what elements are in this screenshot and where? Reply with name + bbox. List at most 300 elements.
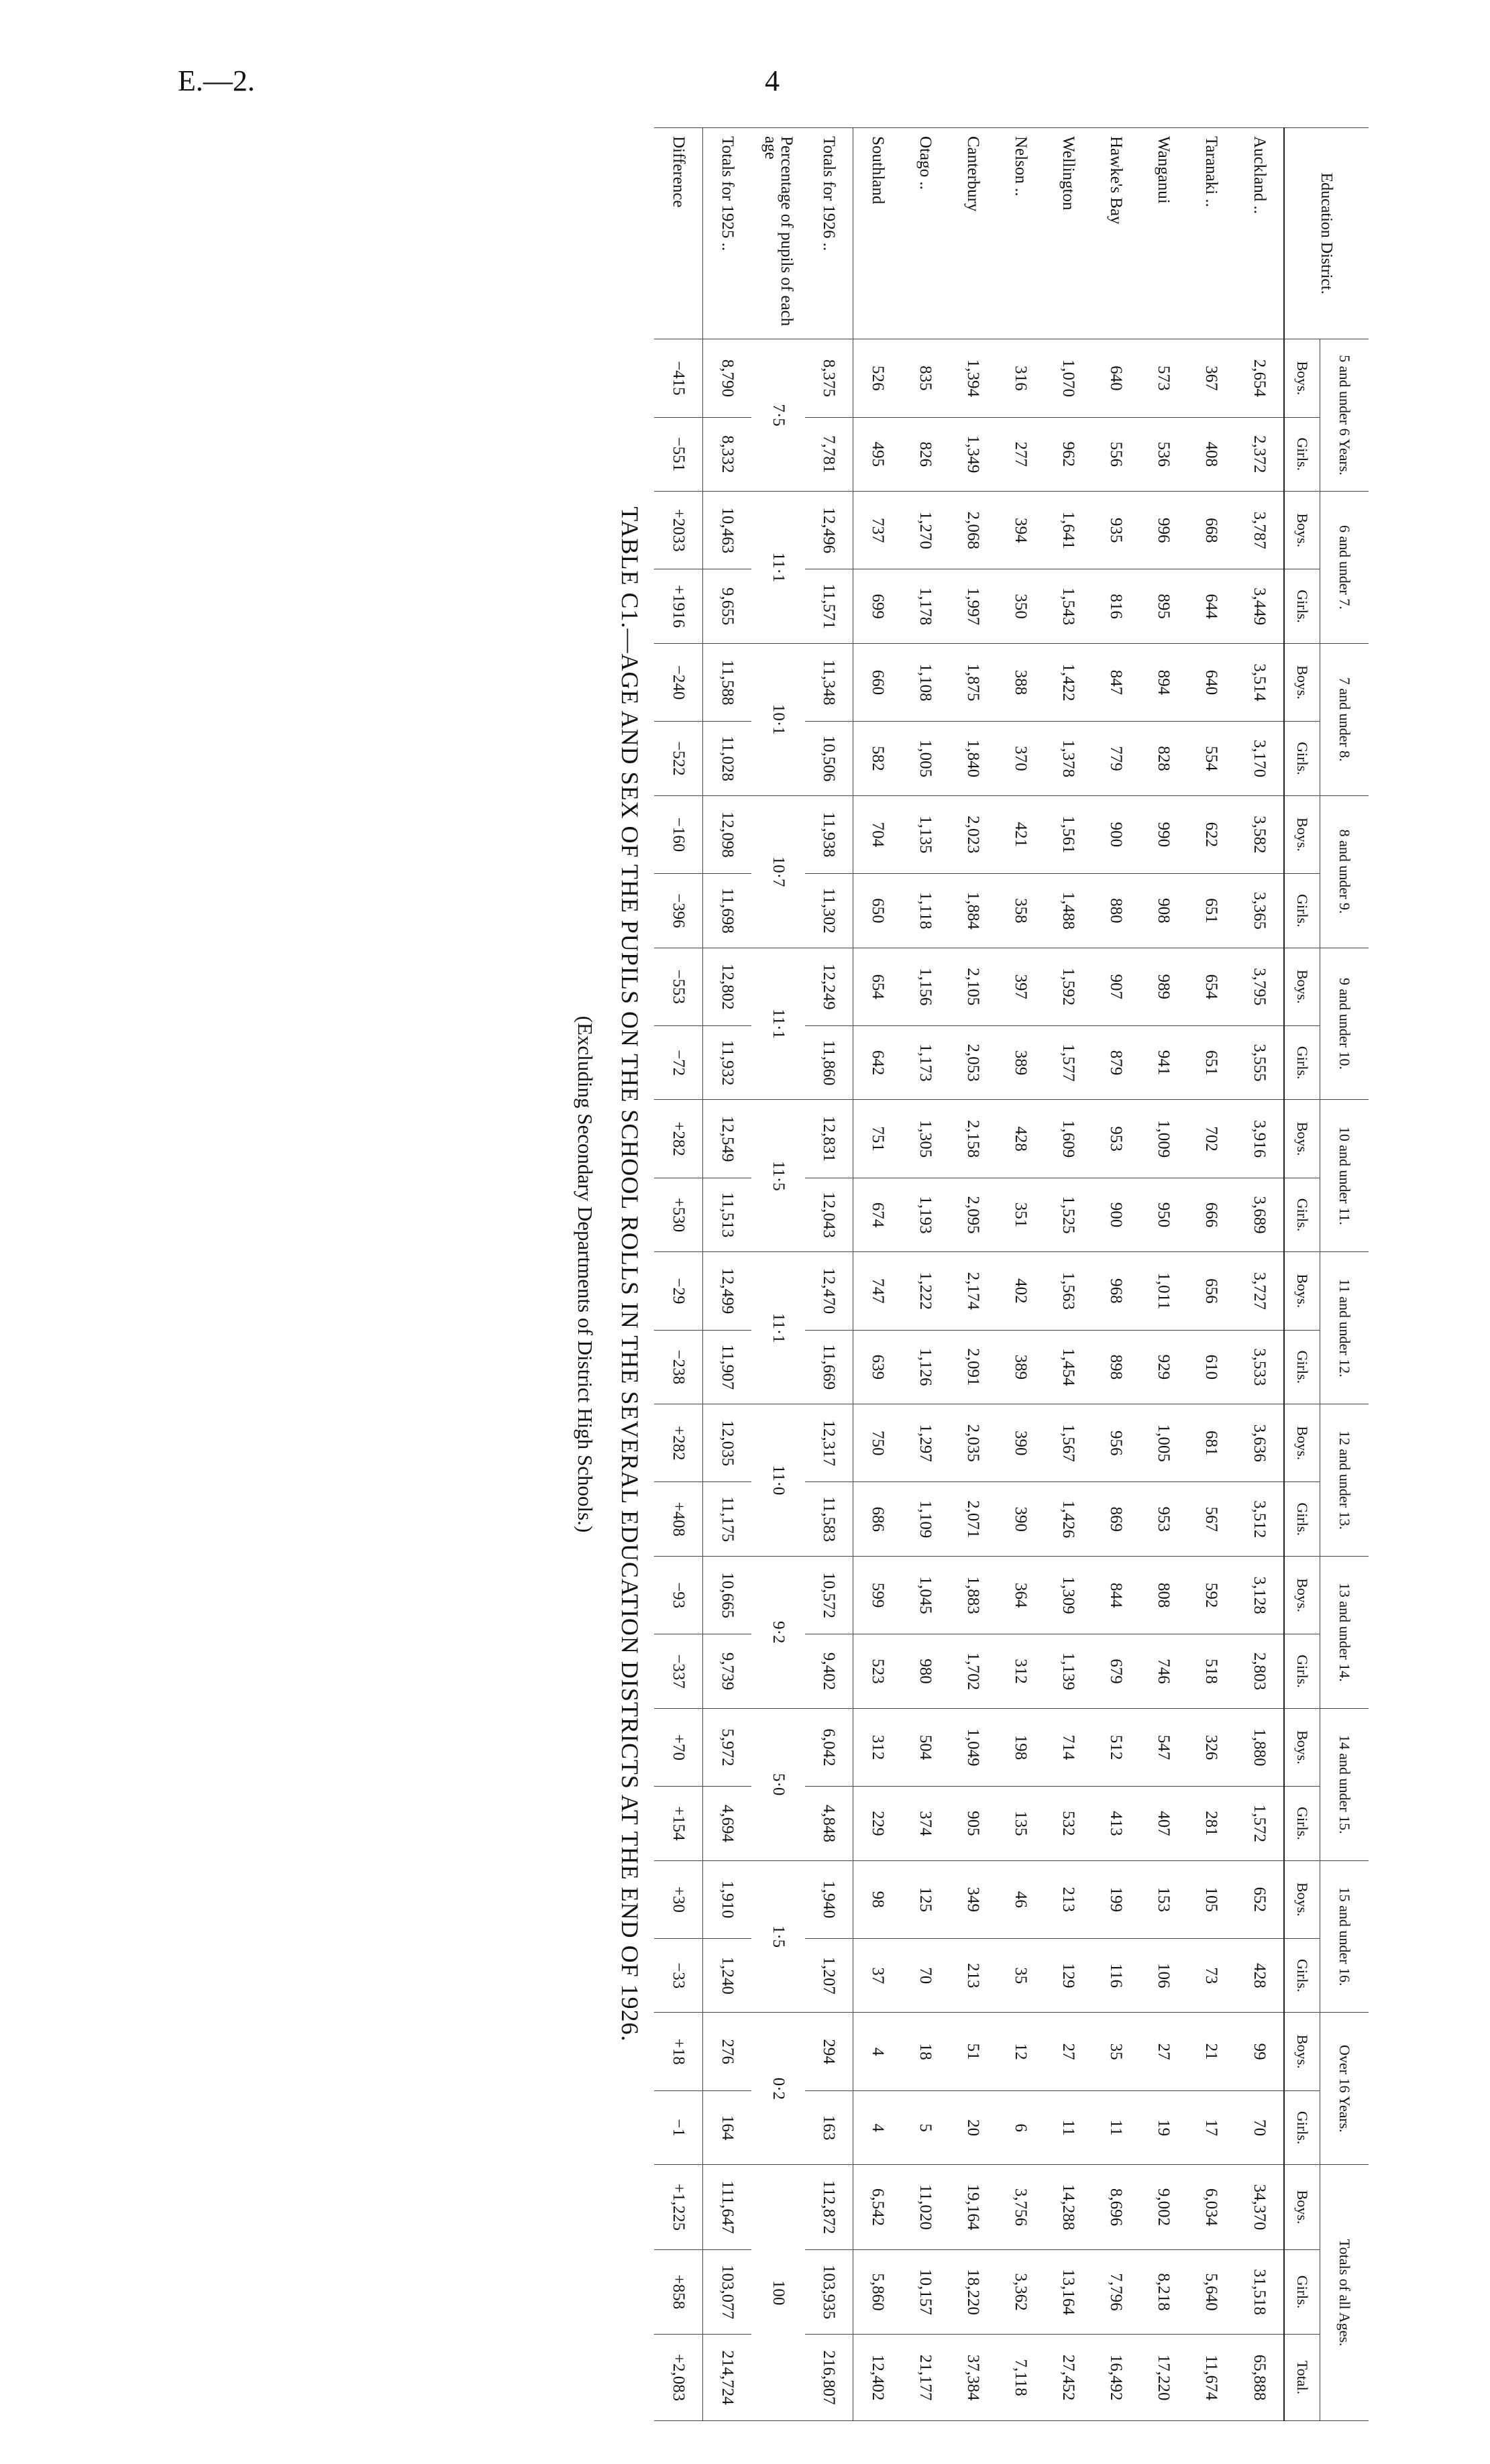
table-cell: 129 (1045, 1939, 1092, 2013)
table-cell: −238 (654, 1330, 702, 1404)
table-cell: 397 (997, 948, 1045, 1025)
table-cell: 1,049 (949, 1708, 997, 1786)
table-cell: 407 (1140, 1787, 1187, 1860)
table-cell: 816 (1092, 569, 1140, 643)
table-cell: 106 (1140, 1939, 1187, 2013)
table-cell: 11,302 (805, 874, 853, 948)
table-cell: 213 (949, 1939, 997, 2013)
table-cell: 1,005 (902, 722, 949, 795)
table-cell: 12,802 (702, 948, 751, 1025)
table-cell: 622 (1187, 795, 1235, 873)
table-cell: 11,028 (702, 722, 751, 795)
table-cell: 1,525 (1045, 1178, 1092, 1251)
table-cell: 10,157 (902, 2249, 949, 2334)
table-cell: 135 (997, 1787, 1045, 1860)
table-cell: 10,463 (702, 492, 751, 569)
table-cell: −33 (654, 1939, 702, 2013)
table-cell: 229 (853, 1787, 902, 1860)
table-cell: 894 (1140, 643, 1187, 721)
table-cell: 592 (1187, 1556, 1235, 1634)
table-cell: 6 (997, 2090, 1045, 2164)
table-cell: 704 (853, 795, 902, 873)
table-cell: 512 (1092, 1708, 1140, 1786)
boys-header: Boys. (1284, 339, 1320, 417)
table-cell: 518 (1187, 1634, 1235, 1708)
table-cell: 17,220 (1140, 2335, 1187, 2421)
table-cell: 3,128 (1235, 1556, 1284, 1634)
table-cell: 1,178 (902, 569, 949, 643)
table-cell: 11 (1092, 2090, 1140, 2164)
table-cell: 582 (853, 722, 902, 795)
table-cell: 1,045 (902, 1556, 949, 1634)
table-cell: 1,426 (1045, 1482, 1092, 1556)
table-cell: −93 (654, 1556, 702, 1634)
table-cell: 1,488 (1045, 874, 1092, 948)
table-cell: 164 (702, 2090, 751, 2164)
table-cell: 1,126 (902, 1330, 949, 1404)
table-cell: 554 (1187, 722, 1235, 795)
table-cell: 1,454 (1045, 1330, 1092, 1404)
table-cell: +1916 (654, 569, 702, 643)
boys-header: Boys. (1284, 1404, 1320, 1482)
table-cell: 351 (997, 1178, 1045, 1251)
table-cell: 2,158 (949, 1100, 997, 1178)
table-cell: 20 (949, 2090, 997, 2164)
table-cell: 370 (997, 722, 1045, 795)
table-cell: 666 (1187, 1178, 1235, 1251)
percentage-cell: 11·1 (751, 1252, 805, 1404)
district-name: Wellington (1045, 128, 1092, 339)
table-cell: 1,207 (805, 1939, 853, 2013)
table-cell: 9,655 (702, 569, 751, 643)
table-cell: 12,470 (805, 1252, 853, 1330)
table-cell: +2,083 (654, 2335, 702, 2421)
boys-header: Boys. (1284, 2165, 1320, 2249)
rotated-table-block (409, 127, 1369, 2421)
table-cell: 1,702 (949, 1634, 997, 1708)
table-row (1235, 128, 1284, 2421)
district-name: Totals for 1926 .. (805, 128, 853, 339)
boys-header: Boys. (1284, 643, 1320, 721)
table-cell: 12,317 (805, 1404, 853, 1482)
district-name: Wanganui (1140, 128, 1187, 339)
boys-header: Boys. (1284, 1100, 1320, 1178)
corner-header: Education District. (1284, 128, 1369, 339)
table-cell: +530 (654, 1178, 702, 1251)
age-group-header: 7 and under 8. (1320, 643, 1369, 795)
table-cell: 1,543 (1045, 569, 1092, 643)
total-header: Total. (1284, 2335, 1320, 2421)
table-cell: 599 (853, 1556, 902, 1634)
table-cell: 953 (1140, 1482, 1187, 1556)
table-row (1045, 128, 1092, 2421)
table-cell: 350 (997, 569, 1045, 643)
table-cell: 3,916 (1235, 1100, 1284, 1178)
age-group-header: Totals of all Ages. (1320, 2165, 1369, 2421)
table-cell: 326 (1187, 1708, 1235, 1786)
table-cell: 11 (1045, 2090, 1092, 2164)
page-number: 4 (765, 64, 780, 97)
table-cell: 610 (1187, 1330, 1235, 1404)
table-cell: 374 (902, 1787, 949, 1860)
boys-header: Boys. (1284, 1556, 1320, 1634)
table-cell: 3,756 (997, 2165, 1045, 2249)
table-row (902, 128, 949, 2421)
table-cell: 950 (1140, 1178, 1187, 1251)
table-cell: +408 (654, 1482, 702, 1556)
girls-header: Girls. (1284, 1634, 1320, 1708)
table-cell: 213 (1045, 1860, 1092, 1938)
table-cell: −160 (654, 795, 702, 873)
table-cell: 312 (853, 1708, 902, 1786)
table-cell: 714 (1045, 1708, 1092, 1786)
table-cell: 9,402 (805, 1634, 853, 1708)
table-cell: 847 (1092, 643, 1140, 721)
table-cell: 996 (1140, 492, 1187, 569)
percentage-row (751, 128, 805, 2421)
table-cell: 747 (853, 1252, 902, 1330)
table-cell: 1,394 (949, 339, 997, 417)
table-cell: 674 (853, 1178, 902, 1251)
table-cell: 116 (1092, 1939, 1140, 2013)
table-cell: 5 (902, 2090, 949, 2164)
table-row (853, 128, 902, 2421)
table-cell: 9,002 (1140, 2165, 1187, 2249)
table-cell: 11,860 (805, 1025, 853, 1099)
table-cell: 573 (1140, 339, 1187, 417)
table-cell: 5,860 (853, 2249, 902, 2334)
table-cell: 835 (902, 339, 949, 417)
table-cell: 941 (1140, 1025, 1187, 1099)
table-cell: 8,375 (805, 339, 853, 417)
table-cell: 2,095 (949, 1178, 997, 1251)
table-cell: +154 (654, 1787, 702, 1860)
table-cell: 198 (997, 1708, 1045, 1786)
table-cell: +70 (654, 1708, 702, 1786)
table-cell: 11,348 (805, 643, 853, 721)
table-cell: 421 (997, 795, 1045, 873)
table-cell: 650 (853, 874, 902, 948)
table-cell: 5,640 (1187, 2249, 1235, 2334)
table-cell: 2,174 (949, 1252, 997, 1330)
page-code: E.—2. (178, 64, 255, 97)
table-cell: 4,848 (805, 1787, 853, 1860)
table-cell: 316 (997, 339, 1045, 417)
table-cell: 11,513 (702, 1178, 751, 1251)
table-cell: 12,402 (853, 2335, 902, 2421)
table-cell: 4 (853, 2090, 902, 2164)
table-row (805, 128, 853, 2421)
table-cell: 1,910 (702, 1860, 751, 1938)
table-cell: 2,654 (1235, 339, 1284, 417)
table-cell: 18,220 (949, 2249, 997, 2334)
table-cell: 532 (1045, 1787, 1092, 1860)
table-cell: 27 (1045, 2013, 1092, 2090)
table-cell: 1,222 (902, 1252, 949, 1330)
age-group-header: 9 and under 10. (1320, 948, 1369, 1100)
table-cell: 953 (1092, 1100, 1140, 1178)
table-cell: 2,053 (949, 1025, 997, 1099)
table-cell: 900 (1092, 1178, 1140, 1251)
girls-header: Girls. (1284, 2249, 1320, 2334)
table-cell: +1,225 (654, 2165, 702, 2249)
table-cell: 2,068 (949, 492, 997, 569)
age-group-header: 11 and under 12. (1320, 1252, 1369, 1404)
table-cell: 1,270 (902, 492, 949, 569)
percentage-cell: 1·5 (751, 1860, 805, 2013)
table-cell: 394 (997, 492, 1045, 569)
table-cell: 640 (1187, 643, 1235, 721)
table-cell: 153 (1140, 1860, 1187, 1938)
table-cell: 1,309 (1045, 1556, 1092, 1634)
district-name: Canterbury (949, 128, 997, 339)
table-cell: −29 (654, 1252, 702, 1330)
table-cell: 686 (853, 1482, 902, 1556)
table-cell: 199 (1092, 1860, 1140, 1938)
table-cell: 10,506 (805, 722, 853, 795)
table-cell: 35 (1092, 2013, 1140, 2090)
table-cell: 216,807 (805, 2335, 853, 2421)
age-group-header: 14 and under 15. (1320, 1708, 1369, 1860)
table-cell: 6,034 (1187, 2165, 1235, 2249)
table-cell: 523 (853, 1634, 902, 1708)
table-cell: 11,175 (702, 1482, 751, 1556)
table-cell: 12,831 (805, 1100, 853, 1178)
table-cell: 1,070 (1045, 339, 1092, 417)
table-cell: 3,533 (1235, 1330, 1284, 1404)
table-cell: 3,362 (997, 2249, 1045, 2334)
table-cell: 312 (997, 1634, 1045, 1708)
table-cell: 828 (1140, 722, 1187, 795)
percentage-cell: 11·1 (751, 492, 805, 644)
table-cell: 2,105 (949, 948, 997, 1025)
table-cell: 389 (997, 1025, 1045, 1099)
table-cell: 980 (902, 1634, 949, 1708)
table-cell: 389 (997, 1330, 1045, 1404)
table-cell: 639 (853, 1330, 902, 1404)
table-cell: −553 (654, 948, 702, 1025)
table-cell: 3,689 (1235, 1178, 1284, 1251)
table-cell: +30 (654, 1860, 702, 1938)
girls-header: Girls. (1284, 1787, 1320, 1860)
table-cell: 12,496 (805, 492, 853, 569)
table-cell: 277 (997, 417, 1045, 491)
table-cell: 11,674 (1187, 2335, 1235, 2421)
table-cell: 1,349 (949, 417, 997, 491)
table-cell: 1,883 (949, 1556, 997, 1634)
table-cell: 1,577 (1045, 1025, 1092, 1099)
table-cell: 1,108 (902, 643, 949, 721)
table-cell: 276 (702, 2013, 751, 2090)
table-cell: 12,249 (805, 948, 853, 1025)
district-name: Difference (654, 128, 702, 339)
table-cell: 1,609 (1045, 1100, 1092, 1178)
age-group-header: 12 and under 13. (1320, 1404, 1369, 1557)
table-cell: 2,023 (949, 795, 997, 873)
table-cell: 526 (853, 339, 902, 417)
table-cell: 1,139 (1045, 1634, 1092, 1708)
table-cell: 1,641 (1045, 492, 1092, 569)
table-cell: 14,288 (1045, 2165, 1092, 2249)
table-cell: 358 (997, 874, 1045, 948)
table-cell: 9,739 (702, 1634, 751, 1708)
table-cell: 2,372 (1235, 417, 1284, 491)
table-cell: 364 (997, 1556, 1045, 1634)
table-cell: 989 (1140, 948, 1187, 1025)
age-group-header: 6 and under 7. (1320, 492, 1369, 644)
table-cell: 642 (853, 1025, 902, 1099)
table-cell: 1,173 (902, 1025, 949, 1099)
table-cell: 751 (853, 1100, 902, 1178)
table-cell: 413 (1092, 1787, 1140, 1860)
table-row (1187, 128, 1235, 2421)
table-cell: 1,884 (949, 874, 997, 948)
table-cell: −1 (654, 2090, 702, 2164)
table-cell: 105 (1187, 1860, 1235, 1938)
table-cell: 1,009 (1140, 1100, 1187, 1178)
table-cell: 3,449 (1235, 569, 1284, 643)
table-cell: 11,020 (902, 2165, 949, 2249)
table-cell: 880 (1092, 874, 1140, 948)
table-cell: 73 (1187, 1939, 1235, 2013)
table-cell: 34,370 (1235, 2165, 1284, 2249)
girls-header: Girls. (1284, 1330, 1320, 1404)
table-cell: 103,935 (805, 2249, 853, 2334)
table-cell: 1,561 (1045, 795, 1092, 873)
table-cell: 3,555 (1235, 1025, 1284, 1099)
table-cell: 1,422 (1045, 643, 1092, 721)
table-cell: 2,035 (949, 1404, 997, 1482)
boys-header: Boys. (1284, 1860, 1320, 1938)
table-cell: 12,043 (805, 1178, 853, 1251)
table-cell: 16,492 (1092, 2335, 1140, 2421)
table-cell: 990 (1140, 795, 1187, 873)
table-cell: 1,875 (949, 643, 997, 721)
table-cell: 11,938 (805, 795, 853, 873)
table-cell: 1,135 (902, 795, 949, 873)
table-cell: 3,727 (1235, 1252, 1284, 1330)
table-cell: 3,170 (1235, 722, 1284, 795)
table-cell: 640 (1092, 339, 1140, 417)
table-cell: 349 (949, 1860, 997, 1938)
age-group-header: Over 16 Years. (1320, 2013, 1369, 2165)
table-cell: 895 (1140, 569, 1187, 643)
district-name: Otago .. (902, 128, 949, 339)
table-cell: 1,297 (902, 1404, 949, 1482)
table-cell: 103,077 (702, 2249, 751, 2334)
percentage-cell: 100 (751, 2165, 805, 2421)
table-cell: −240 (654, 643, 702, 721)
table-cell: 11,583 (805, 1482, 853, 1556)
table-cell: −337 (654, 1634, 702, 1708)
table-cell: 388 (997, 643, 1045, 721)
table-cell: 51 (949, 2013, 997, 2090)
table-cell: 1,118 (902, 874, 949, 948)
table-cell: 495 (853, 417, 902, 491)
table-cell: 681 (1187, 1404, 1235, 1482)
percentage-cell: 10·7 (751, 795, 805, 948)
table-cell: −396 (654, 874, 702, 948)
table-cell: 3,795 (1235, 948, 1284, 1025)
table-cell: +18 (654, 2013, 702, 2090)
table-cell: 70 (902, 1939, 949, 2013)
table-cell: 699 (853, 569, 902, 643)
table-cell: 125 (902, 1860, 949, 1938)
table-cell: 2,803 (1235, 1634, 1284, 1708)
table-cell: 8,332 (702, 417, 751, 491)
table-cell: 27 (1140, 2013, 1187, 2090)
table-cell: 779 (1092, 722, 1140, 795)
table-cell: 935 (1092, 492, 1140, 569)
table-cell: 908 (1140, 874, 1187, 948)
age-group-header: 15 and under 16. (1320, 1860, 1369, 2013)
boys-header: Boys. (1284, 2013, 1320, 2090)
table-cell: 65,888 (1235, 2335, 1284, 2421)
table-cell: 17 (1187, 2090, 1235, 2164)
table-cell: 10,572 (805, 1556, 853, 1634)
boys-header: Boys. (1284, 948, 1320, 1025)
table-cell: 536 (1140, 417, 1187, 491)
table-cell: 428 (997, 1100, 1045, 1178)
girls-header: Girls. (1284, 1025, 1320, 1099)
table-cell: 2,071 (949, 1482, 997, 1556)
table-cell: 1,840 (949, 722, 997, 795)
table-cell: 567 (1187, 1482, 1235, 1556)
table-cell: 4 (853, 2013, 902, 2090)
girls-header: Girls. (1284, 417, 1320, 491)
table-cell: −522 (654, 722, 702, 795)
girls-header: Girls. (1284, 1178, 1320, 1251)
table-cell: 808 (1140, 1556, 1187, 1634)
age-group-header: 8 and under 9. (1320, 795, 1369, 948)
table-cell: 111,647 (702, 2165, 751, 2249)
table-cell: 750 (853, 1404, 902, 1482)
table-cell: 1,378 (1045, 722, 1092, 795)
table-cell: 702 (1187, 1100, 1235, 1178)
table-cell: 1,011 (1140, 1252, 1187, 1330)
table-cell: 879 (1092, 1025, 1140, 1099)
table-cell: 27,452 (1045, 2335, 1092, 2421)
table-cell: +282 (654, 1404, 702, 1482)
table-cell: 668 (1187, 492, 1235, 569)
table-cell: 214,724 (702, 2335, 751, 2421)
table-cell: 1,193 (902, 1178, 949, 1251)
table-cell: 1,240 (702, 1939, 751, 2013)
table-cell: 1,005 (1140, 1404, 1187, 1482)
table-cell: 8,218 (1140, 2249, 1187, 2334)
table-cell: 31,518 (1235, 2249, 1284, 2334)
table-cell: 962 (1045, 417, 1092, 491)
table-cell: 844 (1092, 1556, 1140, 1634)
table-cell: 900 (1092, 795, 1140, 873)
table-cell: 112,872 (805, 2165, 853, 2249)
table-cell: 8,696 (1092, 2165, 1140, 2249)
district-name: Totals for 1925 .. (702, 128, 751, 339)
table-cell: 35 (997, 1939, 1045, 2013)
table-cell: 46 (997, 1860, 1045, 1938)
percentage-cell: 9·2 (751, 1556, 805, 1708)
table-cell: 869 (1092, 1482, 1140, 1556)
table-cell: 746 (1140, 1634, 1187, 1708)
table-cell: 19,164 (949, 2165, 997, 2249)
table-cell: 3,636 (1235, 1404, 1284, 1482)
table-row (702, 128, 751, 2421)
percentage-cell: 11·0 (751, 1404, 805, 1557)
table-cell: 651 (1187, 1025, 1235, 1099)
girls-header: Girls. (1284, 874, 1320, 948)
district-name: Hawke's Bay (1092, 128, 1140, 339)
table-cell: 652 (1235, 1860, 1284, 1938)
